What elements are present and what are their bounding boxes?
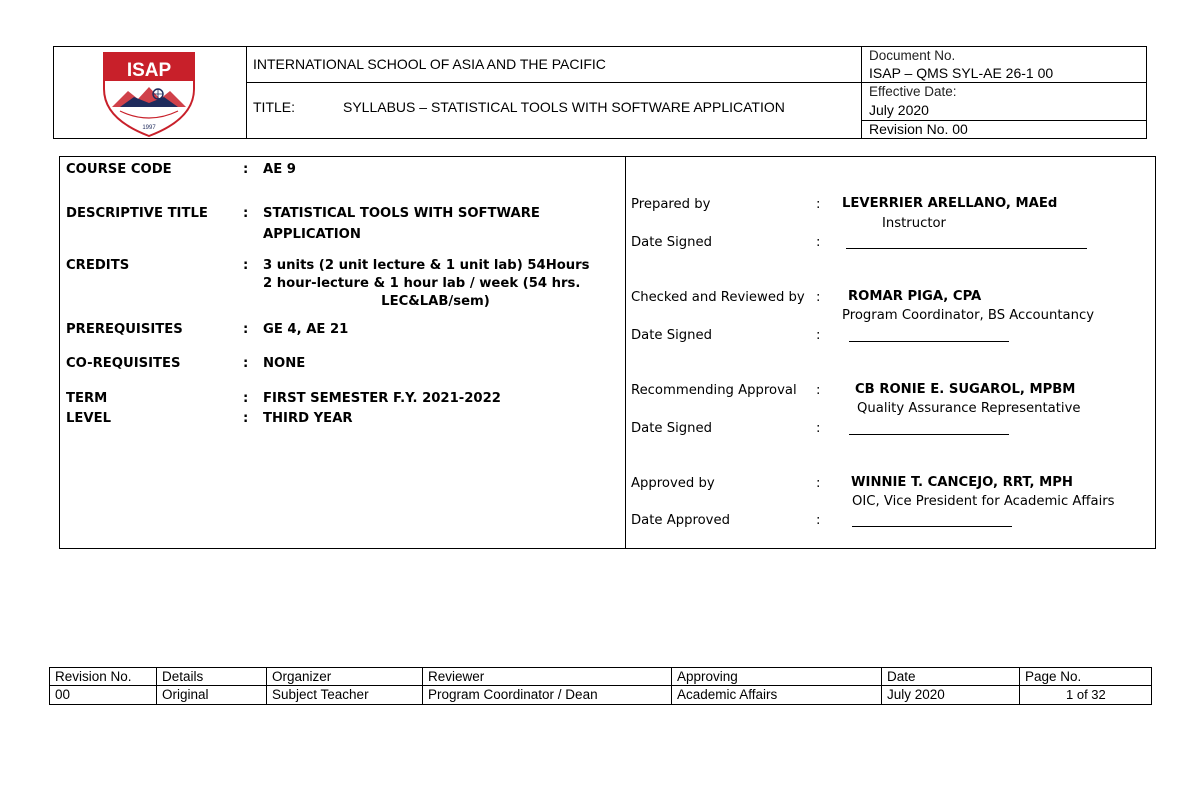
table-header: Reviewer: [428, 669, 485, 684]
course-code-label: COURSE CODE: [66, 162, 172, 177]
term-label: TERM: [66, 391, 108, 406]
date-signed-label: Date Signed: [631, 421, 712, 436]
checked-by-name: ROMAR PIGA, CPA: [848, 289, 982, 304]
document-header: [53, 46, 1147, 139]
colon: :: [243, 258, 249, 273]
colon: :: [243, 356, 249, 371]
colon: :: [243, 322, 249, 337]
date-signed-label: Date Signed: [631, 328, 712, 343]
colon: :: [816, 421, 821, 436]
table-cell: Academic Affairs: [677, 687, 778, 702]
recommending-role: Quality Assurance Representative: [857, 401, 1081, 416]
table-cell: Original: [162, 687, 209, 702]
level-label: LEVEL: [66, 411, 112, 426]
signature-line: [852, 513, 1012, 527]
credits-line1: 3 units (2 unit lecture & 1 unit lab) 54Hours: [263, 258, 590, 273]
table-cell: 00: [55, 687, 71, 702]
table-header: Approving: [677, 669, 738, 684]
colon: :: [243, 391, 249, 406]
recommending-name: CB RONIE E. SUGAROL, MPBM: [855, 382, 1076, 397]
svg-text:ISAP: ISAP: [126, 60, 172, 81]
doc-no: ISAP – QMS SYL-AE 26-1 00: [869, 65, 1054, 81]
school-name: INTERNATIONAL SCHOOL OF ASIA AND THE PACIFIC: [253, 56, 606, 72]
prerequisites: GE 4, AE 21: [263, 322, 349, 337]
title-label: TITLE:: [253, 99, 296, 115]
colon: :: [816, 290, 821, 305]
prepared-by-label: Prepared by: [631, 197, 711, 212]
table-header: Details: [162, 669, 204, 684]
header-center: [247, 47, 862, 138]
table-cell: Subject Teacher: [272, 687, 369, 702]
effective-date-label: Effective Date:: [869, 84, 957, 99]
effective-date: July 2020: [869, 102, 929, 118]
table-header: Revision No.: [55, 669, 132, 684]
table-cell: Program Coordinator / Dean: [428, 687, 598, 702]
descriptive-title-line2: APPLICATION: [263, 227, 361, 242]
checked-by-role: Program Coordinator, BS Accountancy: [842, 308, 1095, 323]
isap-logo: [54, 47, 247, 140]
column-divider: [625, 157, 626, 548]
colon: :: [243, 206, 249, 221]
date-signed-label: Date Signed: [631, 235, 712, 250]
colon: :: [816, 197, 821, 212]
recommending-approval-label: Recommending Approval: [631, 383, 797, 398]
colon: :: [243, 162, 249, 177]
revision-table: [49, 667, 1152, 705]
corequisites-label: CO-REQUISITES: [66, 356, 181, 371]
credits-line2: 2 hour-lecture & 1 hour lab / week (54 hrs.: [263, 276, 581, 291]
date-approved-label: Date Approved: [631, 513, 730, 528]
signature-line: [849, 421, 1009, 435]
term: FIRST SEMESTER F.Y. 2021-2022: [263, 391, 501, 406]
credits-line3: LEC&LAB/sem): [381, 294, 490, 309]
table-header: Page No.: [1025, 669, 1082, 684]
descriptive-title-label: DESCRIPTIVE TITLE: [66, 206, 208, 221]
descriptive-title-line1: STATISTICAL TOOLS WITH SOFTWARE: [263, 206, 540, 221]
credits-label: CREDITS: [66, 258, 130, 273]
level: THIRD YEAR: [263, 411, 353, 426]
colon: :: [816, 235, 821, 250]
header-doc-info: [862, 47, 1146, 138]
page-number: 1 of 32: [1066, 687, 1106, 702]
approved-by-label: Approved by: [631, 476, 715, 491]
document-title: SYLLABUS – STATISTICAL TOOLS WITH SOFTWARE APPLICATION: [343, 99, 785, 115]
approved-by-name: WINNIE T. CANCEJO, RRT, MPH: [851, 475, 1073, 490]
table-header: Date: [887, 669, 916, 684]
prepared-by-role: Instructor: [882, 216, 946, 231]
colon: :: [816, 328, 821, 343]
table-cell: July 2020: [887, 687, 945, 702]
svg-text:1997: 1997: [142, 125, 156, 131]
table-header: Organizer: [272, 669, 332, 684]
colon: :: [816, 383, 821, 398]
signature-line: [846, 235, 1087, 249]
checked-reviewed-label: Checked and Reviewed by: [631, 290, 805, 305]
approved-by-role: OIC, Vice President for Academic Affairs: [852, 494, 1115, 509]
colon: :: [816, 476, 821, 491]
corequisites: NONE: [263, 356, 306, 371]
logo-cell: [54, 47, 247, 138]
course-code: AE 9: [263, 162, 296, 177]
doc-no-label: Document No.: [869, 48, 956, 63]
prepared-by-name: LEVERRIER ARELLANO, MAEd: [842, 196, 1058, 211]
course-info-box: [59, 156, 1156, 549]
colon: :: [243, 411, 249, 426]
prerequisites-label: PREREQUISITES: [66, 322, 183, 337]
colon: :: [816, 513, 821, 528]
revision-no: Revision No. 00: [869, 121, 968, 137]
signature-line: [849, 328, 1009, 342]
